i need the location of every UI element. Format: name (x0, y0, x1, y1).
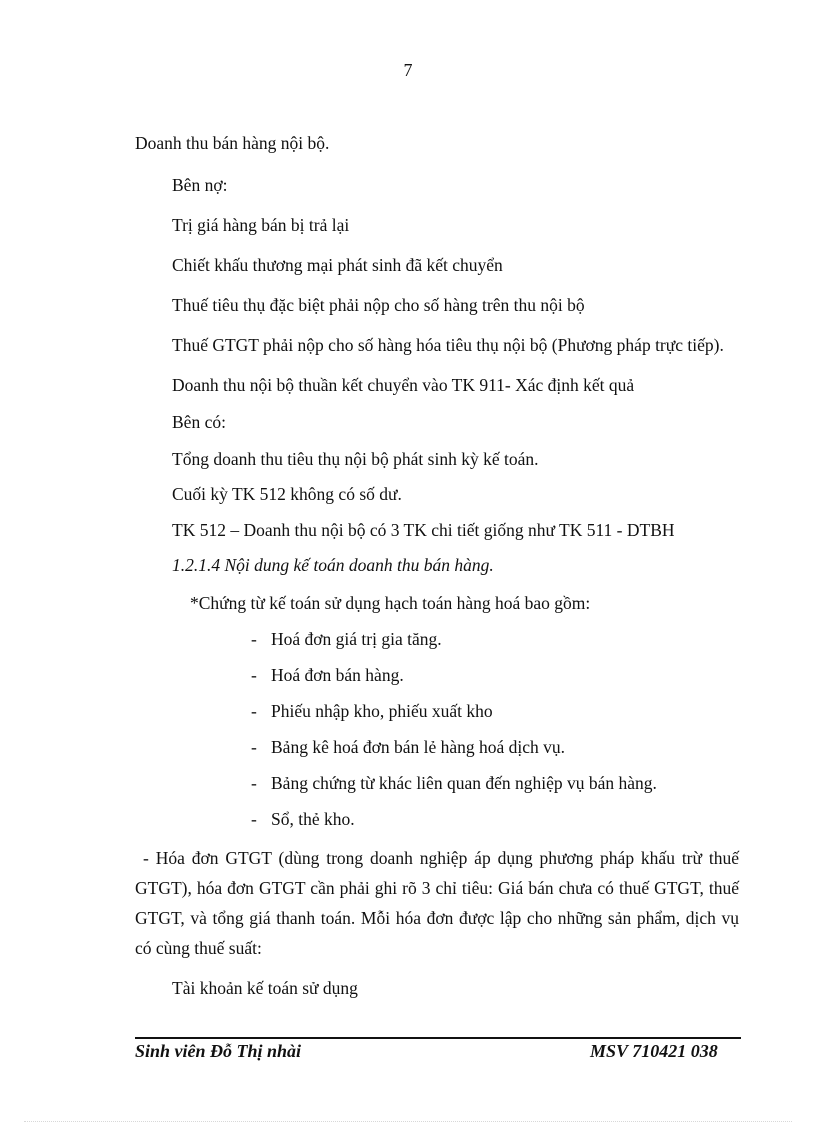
footer-student: Sinh viên Đỗ Thị nhài (135, 1041, 302, 1061)
debit-heading: Bên nợ: (172, 175, 228, 195)
footer-student-id: MSV 710421 038 (590, 1041, 718, 1061)
text-line: TK 512 – Doanh thu nội bộ có 3 TK chi tiết giống như TK 511 - DTBH (172, 520, 675, 540)
list-item-text: Bảng kê hoá đơn bán lẻ hàng hoá dịch vụ. (271, 737, 566, 757)
text-line: Chiết khấu thương mại phát sinh đã kết chuyển (172, 255, 503, 275)
list-item-text: Sổ, thẻ kho. (271, 809, 355, 829)
list-item-text: Hoá đơn bán hàng. (271, 665, 404, 685)
text-line: Thuế GTGT phải nộp cho số hàng hóa tiêu thụ nội bộ (Phương pháp trực tiếp). (172, 335, 724, 355)
list-item (251, 701, 493, 722)
text-line: Doanh thu nội bộ thuần kết chuyển vào TK 911- Xác định kết quả (172, 375, 635, 395)
section-heading: 1.2.1.4 Nội dung kế toán doanh thu bán hàng. (172, 555, 494, 575)
list-item (251, 665, 404, 686)
list-item (251, 809, 355, 830)
bullet-dash: - (251, 701, 257, 721)
bullet-dash: - (251, 665, 257, 685)
text-line: Trị giá hàng bán bị trả lại (172, 215, 350, 235)
accounts-line: Tài khoản kế toán sử dụng (172, 978, 358, 998)
text-line: Tổng doanh thu tiêu thụ nội bộ phát sinh kỳ kế toán. (172, 449, 539, 469)
page-edge-divider (24, 1121, 792, 1122)
list-item (251, 629, 442, 650)
intro-line: Doanh thu bán hàng nội bộ. (135, 133, 330, 153)
list-item-text: Bảng chứng từ khác liên quan đến nghiệp vụ bán hàng. (271, 773, 657, 793)
list-item-text: Phiếu nhập kho, phiếu xuất kho (271, 701, 493, 721)
vat-paragraph: - Hóa đơn GTGT (dùng trong doanh nghiệp áp dụng phương pháp khấu trừ thuế GTGT), hóa đơn GTGT cần phải ghi rõ 3 chỉ tiêu: Giá bán chưa có thuế GTGT, thuế GTGT, và tổng giá thanh toán. Mỗi hóa đơn được lập cho những sản phẩm, dịch vụ có cùng thuế suất: (135, 848, 739, 958)
list-item-text: Hoá đơn giá trị gia tăng. (271, 629, 442, 649)
credit-heading: Bên có: (172, 412, 226, 432)
bullet-dash: - (251, 629, 257, 649)
documents-intro: *Chứng từ kế toán sử dụng hạch toán hàng hoá bao gồm: (190, 593, 591, 613)
bullet-dash: - (251, 809, 257, 829)
bullet-dash: - (251, 773, 257, 793)
page-number: 7 (403, 60, 413, 80)
text-line: Thuế tiêu thụ đặc biệt phải nộp cho số hàng trên thu nội bộ (172, 295, 585, 315)
list-item (251, 773, 657, 794)
bullet-dash: - (251, 737, 257, 757)
footer-divider (135, 1037, 741, 1039)
text-line: Cuối kỳ TK 512 không có số dư. (172, 484, 402, 504)
list-item (251, 737, 565, 758)
